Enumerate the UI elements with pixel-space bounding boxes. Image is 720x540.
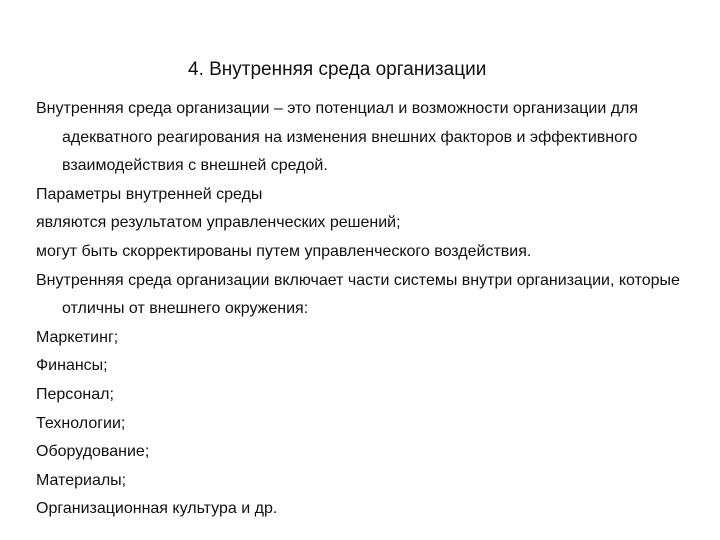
parameters-item-decisions: являются результатом управленческих решений; bbox=[36, 214, 401, 232]
component-item-marketing: Маркетинг; bbox=[36, 328, 119, 346]
component-item-technology: Технологии; bbox=[36, 414, 126, 432]
component-item-culture: Организационная культура и др. bbox=[36, 500, 278, 518]
parameters-item-adjustable: могут быть скорректированы путем управленческого воздействия. bbox=[36, 242, 532, 260]
parameters-heading: Параметры внутренней среды bbox=[36, 185, 263, 203]
components-intro-paragraph: Внутренняя среда организации включает части системы внутри организации, которые отличны от внешнего окружения: bbox=[36, 271, 680, 318]
component-item-equipment: Оборудование; bbox=[36, 443, 150, 461]
component-item-personnel: Персонал; bbox=[36, 385, 114, 403]
slide-title: 4. Внутренняя среда организации bbox=[188, 59, 487, 80]
component-item-finance: Финансы; bbox=[36, 357, 108, 375]
definition-paragraph: Внутренняя среда организации – это потенциал и возможности организации для адекватного реагирования на изменения внешних факторов и эффективного взаимодействия с внешней средой. bbox=[36, 100, 639, 175]
slide-content bbox=[36, 95, 696, 524]
component-item-materials: Материалы; bbox=[36, 471, 127, 489]
